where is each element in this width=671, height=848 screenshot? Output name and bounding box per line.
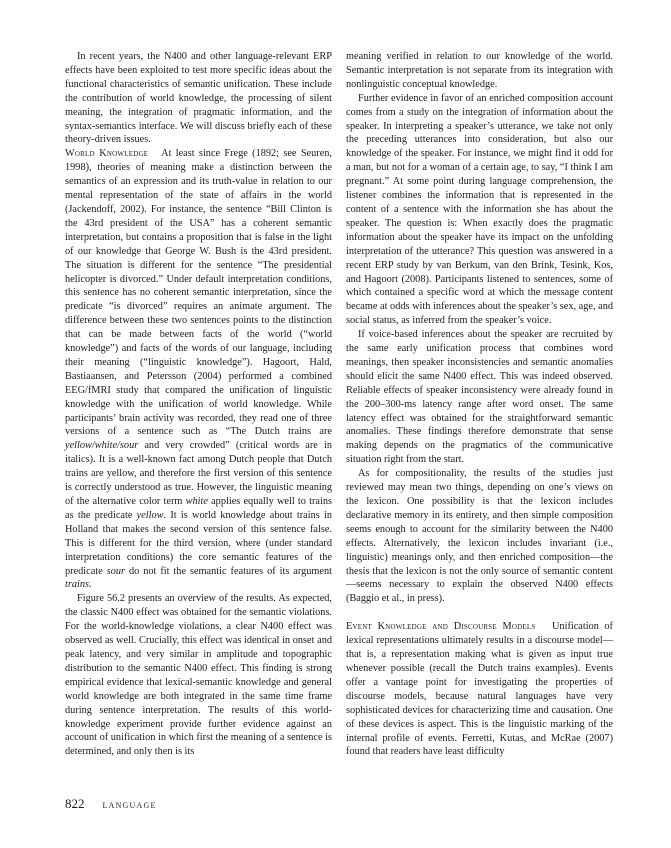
left-column	[65, 50, 332, 759]
text-run: and very crowded” (critical words are in italics). It is a well-known fact among Dutch people that Dutch trains are yellow, and therefore the first version of this sentence is correctly understood as true. However, the linguistic meaning of the alternative color term	[65, 440, 332, 507]
italic-term: white	[185, 496, 208, 507]
italic-term: sour	[106, 565, 125, 577]
paragraph-world-knowledge	[65, 147, 332, 592]
right-column	[346, 50, 613, 759]
italic-term: yellow/white/sour	[65, 440, 139, 452]
paragraph: meaning verified in relation to our knowledge of the world. Semantic interpretation is not separate from its integration with nonlinguistic conceptual knowledge.	[346, 51, 613, 90]
text-run: .	[89, 579, 92, 591]
section-heading: World Knowledge	[65, 148, 149, 160]
paragraph: Figure 56.2 presents an overview of the results. As expected, the classic N400 effect was obtained for the semantic violations. For the world-knowledge violations, a clear N400 effect was observed as well. Crucially, this effect was identical in onset and peak latency, and very similar in amplitude and topographic distribution to the semantic N400 effect. This finding is strong empirical evidence that lexical-semantic knowledge and general world knowledge are both integrated in the same time frame during sentence interpretation. The results of this world-knowledge experiment provide further evidence against an account of unification in which first the meaning of a sentence is determined, and only then is its	[65, 593, 332, 758]
italic-term: yellow	[136, 509, 164, 521]
text-run: . It is world knowledge about trains in Holland that makes the second version of this sentence false. This is different for the third version, where (under standard interpretation conditions) the core semantic features of the predicate	[65, 509, 333, 577]
text-run: Unification of lexical representations ultimately results in a discourse model—that is, a representation making what is given as input true whenever possible (recall the Dutch trains examples). Events offer a vantage point for investigating the properties of discourse models, because natural languages have very sophisticated devices for characterizing time and causation. One of these devices is aspect. This is the linguistic marking of the internal profile of events. Ferretti, Kutas, and McRae (2007) found that readers have least difficulty	[346, 621, 613, 758]
paragraph: If voice-based inferences about the speaker are recruited by the same early unification process that combines word meanings, then speaker inconsistencies and semantic anomalies should elicit the same N400 effect. This was indeed observed. Reliable effects of speaker inconsistency were already found in the 200–300-ms latency range after word onset. The same latency effect was obtained for the straightforward semantic anomalies. These findings therefore demonstrate that sense making depends on the pragmatics of the communicative situation right from the start.	[346, 329, 613, 466]
paragraph: Further evidence in favor of an enriched composition account comes from a study on the integration of information about the speaker. In interpreting a speaker’s utterance, we take not only the preceding utterances into consideration, but also our knowledge of the speaker. For instance, we might find it odd for a man, but not for a woman of a certain age, to say, “I think I am pregnant.” At some point during language comprehension, the listener combines the information that is represented in the content of a sentence with the information she has about the speaker. The question is: When exactly does the pragmatic information about the speaker have its impact on the unfolding interpretation of the utterance? This question was answered in a recent ERP study by van Berkum, van den Brink, Tesink, Kos, and Hagoort (2008). Participants listened to sentences, some of which contained a specific word at which the message content became at odds with inferences about the speaker’s sex, age, and social status, as inferred from the speaker’s voice.	[346, 92, 613, 327]
section-heading: Event Knowledge and Discourse Models	[346, 621, 536, 633]
page-number: 822	[65, 796, 85, 811]
page-footer	[65, 796, 157, 812]
text-run: applies equally well to trains as the predicate	[65, 496, 332, 521]
text-run: do not fit the semantic features of its argument	[125, 565, 332, 577]
text-run: At least since Frege (1892; see Seuren, 1998), theories of meaning make a distinction between the semantics of an expression and its truth-value in relation to our mental representation of the state of affairs in the world (Jackendoff, 2002). For instance, the sentence “Bill Clinton is the 43rd president of the USA” has a coherent semantic interpretation, but contains a proposition that is false in the light of our knowledge that George W. Bush is the 43rd president. The situation is different for the sentence “The presidential helicopter is divorced.” Under default interpretation conditions, this sentence has no coherent semantic interpretation, since the predicate “is divorced” requires an animate argument. The difference between these two sentences points to the distinction that can be made between facts of the world (“world knowledge”) and facts of the words of our language, including their meaning (“linguistic knowledge”). Hagoort, Hald, Bastiaansen, and Petersson (2004) performed a combined EEG/fMRI study that compared the unification of linguistic knowledge with the unification of world knowledge. While participants’ brain activity was recorded, they read one of three versions of a sentence such as “The Dutch trains are	[65, 148, 332, 438]
running-head: language	[102, 799, 157, 811]
paragraph-event-knowledge	[346, 620, 613, 759]
italic-term: trains	[65, 579, 90, 591]
paragraph: In recent years, the N400 and other language-relevant ERP effects have been exploited to test more specific ideas about the functional characteristics of semantic unification. These include the contribution of world knowledge, the processing of silent meaning, the integration of pragmatic information, and the syntax-semantics interface. We will discuss briefly each of these theory-driven issues.	[65, 51, 332, 146]
paragraph: As for compositionality, the results of the studies just reviewed may mean two things, depending on one’s views on the lexicon. One possibility is that the lexicon includes declarative memory in its entirety, and then simple composition seems enough to account for the similarity between the N400 effects. Alternatively, the lexicon includes invariant (i.e., linguistic) meanings only, and then enriched composition—the thesis that the lexicon is not the only source of semantic content—seems necessary to explain the observed N400 effects (Baggio et al., in press).	[346, 468, 613, 605]
